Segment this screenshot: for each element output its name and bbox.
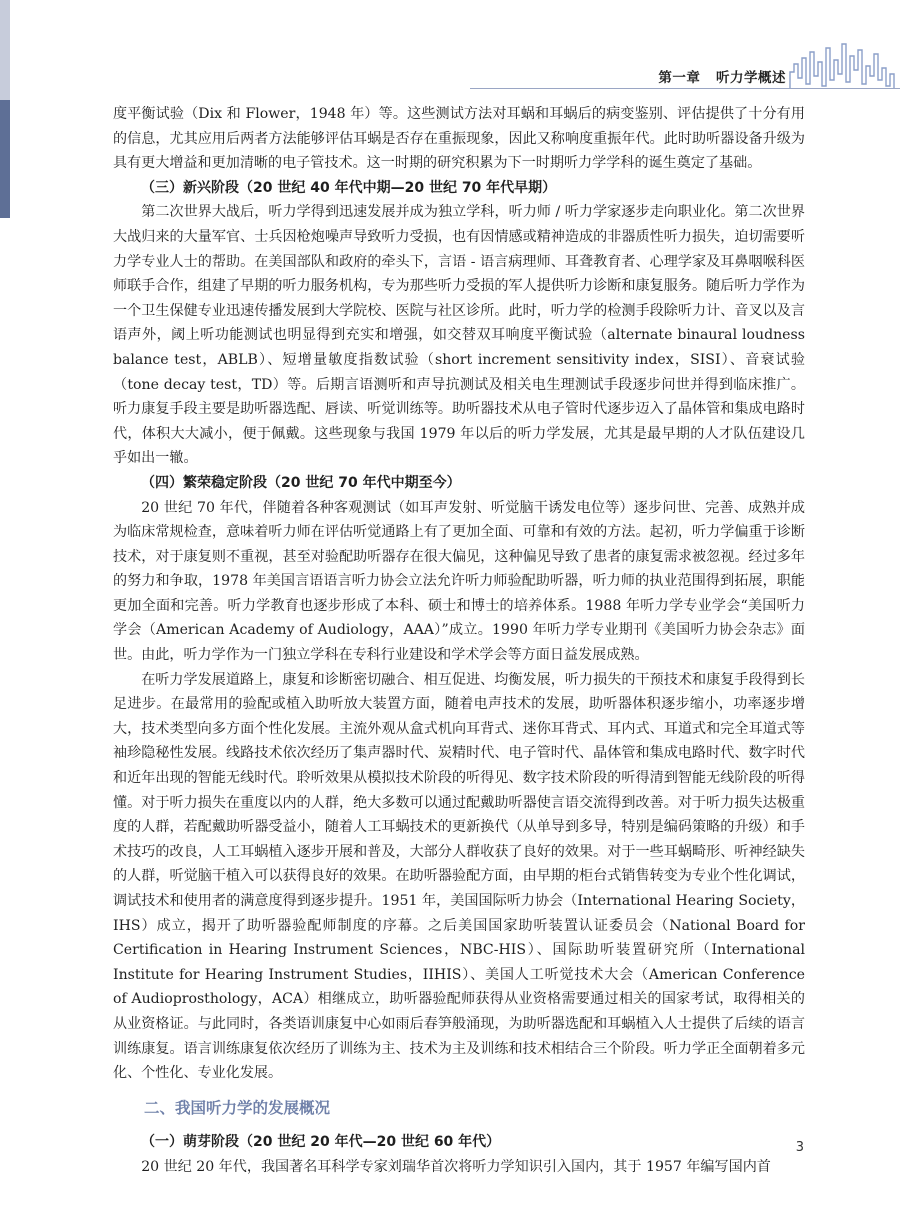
section-heading-china-audiology: 二、我国听力学的发展概况 [144,1097,331,1117]
paragraph-prosperous-stage-1: 20 世纪 70 年代，伴随着各种客观测试（如耳声发射、听觉脑干诱发电位等）逐步问世、完善、成熟并成为临床常规检查，意味着听力师在评估听觉通路上有了更加全面、可靠和有效的方法。起初，听力学偏重于诊断技术，对于康复则不重视，甚至对验配助听器存在很大偏见，这种偏见导致了患者的康复需求被忽视。经过多年的努力和争取，1978 年美国言语语言听力协会立法允许听力师验配助听器，听力师的执业范围得到拓展，职能更加全面和完善。听力学教育也逐步形成了本科、硕士和博士的培养体系。1988 年听力学专业学会“美国听力学会（American Academy of Audiology，AAA）”成立。1990 年听力学专业期刊《美国听力协会杂志》面世。由此，听力学作为一门独立学科在专科行业建设和学术学会等方面日益发展成熟。 [113,499,805,664]
paragraph-continued: 度平衡试验（Dix 和 Flower，1948 年）等。这些测试方法对耳蜗和耳蜗后的病变鉴别、评估提供了十分有用的信息，尤其应用后两者方法能够评估耳蜗是否存在重振现象，因此又称响度重振年代。此时助听器设备升级为具有更大增益和更加清晰的电子管技术。这一时期的研究积累为下一时期听力学学科的诞生奠定了基础。 [113,106,805,172]
sound-wave-icon [788,40,900,90]
sidebar-accent-light [0,0,10,100]
chapter-number: 第一章 [658,70,701,86]
sidebar-accent-dark [0,100,10,218]
subheading-germination-stage: （一）萌芽阶段（20 世纪 20 年代—20 世纪 60 年代） [141,1134,501,1151]
subheading-emerging-stage: （三）新兴阶段（20 世纪 40 年代中期—20 世纪 70 年代早期） [141,179,557,196]
chapter-title: 听力学概述 [716,70,786,86]
page-header [658,66,786,86]
page-number: 3 [795,1140,804,1155]
paragraph-germination-stage: 20 世纪 20 年代，我国著名耳科学专家刘瑞华首次将听力学知识引入国内，其于 1957 年编写国内首 [141,1158,771,1175]
paragraph-prosperous-stage-2: 在听力学发展道路上，康复和诊断密切融合、相互促进、均衡发展，听力损失的干预技术和康复手段得到长足进步。在最常用的验配或植入助听放大装置方面，随着电声技术的发展，助听器体积逐步缩小，功率逐步增大，技术类型向多方面个性化发展。主流外观从盒式机向耳背式、迷你耳背式、耳内式、耳道式和完全耳道式等袖珍隐秘性发展。线路技术依次经历了集声器时代、炭精时代、电子管时代、晶体管和集成电路时代、数字时代和近年出现的智能无线时代。聆听效果从模拟技术阶段的听得见、数字技术阶段的听得清到智能无线阶段的听得懂。对于听力损失在重度以内的人群，绝大多数可以通过配戴助听器使言语交流得到改善。对于听力损失达极重度的人群，若配戴助听器受益小，随着人工耳蜗技术的更新换代（从单导到多导，特别是编码策略的升级）和手术技巧的改良，人工耳蜗植入逐步开展和普及，大部分人群收获了良好的效果。对于一些耳蜗畸形、听神经缺失的人群，听觉脑干植入可以获得良好的效果。在助听器验配方面，由早期的柜台式销售转变为专业个性化调试，调试技术和使用者的满意度得到逐步提升。1951 年，美国国际听力协会（International Hearing Society，IHS）成立，揭开了助听器验配师制度的序幕。之后美国国家助听装置认证委员会（National Board for Certification in Hearing Instrument Sciences，NBC-HIS）、国际助听装置研究所（International Institute for Hearing Instrument Studies，IIHIS）、美国人工听觉技术大会（American Conference of Audioprosthology，ACA）相继成立，助听器验配师获得从业资格需要通过相关的国家考试，取得相关的从业资格证。与此同时，各类语训康复中心如雨后春笋般涌现，为助听器选配和耳蜗植入人士提供了后续的语言训练康复。语言训练康复依次经历了训练为主、技术为主及训练和技术相结合三个阶段。听力学正全面朝着多元化、个性化、专业化发展。 [113,671,805,1082]
page-body [113,102,805,1180]
subheading-prosperous-stage: （四）繁荣稳定阶段（20 世纪 70 年代中期至今） [141,474,461,491]
paragraph-emerging-stage: 第二次世界大战后，听力学得到迅速发展并成为独立学科，听力师 / 听力学家逐步走向职业化。第二次世界大战归来的大量军官、士兵因枪炮噪声导致听力受损，也有因情感或精神造成的非器质性听力损失，迫切需要听力学专业人士的帮助。在美国部队和政府的牵头下，言语 - 语言病理师、耳聋教育者、心理学家及耳鼻咽喉科医师联手合作，组建了早期的听力服务机构，专为那些听力受损的军人提供听力诊断和康复服务。随后听力学作为一个卫生保健专业迅速传播发展到大学院校、医院与社区诊所。此时，听力学的检测手段除听力计、音叉以及言语声外，阈上听功能测试也明显得到充实和增强，如交替双耳响度平衡试验（alternate binaural loudness balance test，ABLB）、短增量敏度指数试验（short increment sensitivity index，SISI）、音衰试验（tone decay test，TD）等。后期言语测听和声导抗测试及相关电生理测试手段逐步问世并得到临床推广。听力康复手段主要是助听器选配、唇读、听觉训练等。助听器技术从电子管时代逐步迈入了晶体管和集成电路时代，体积大大减小，便于佩戴。这些现象与我国 1979 年以后的听力学发展，尤其是最早期的人才队伍建设几乎如出一辙。 [113,204,805,467]
